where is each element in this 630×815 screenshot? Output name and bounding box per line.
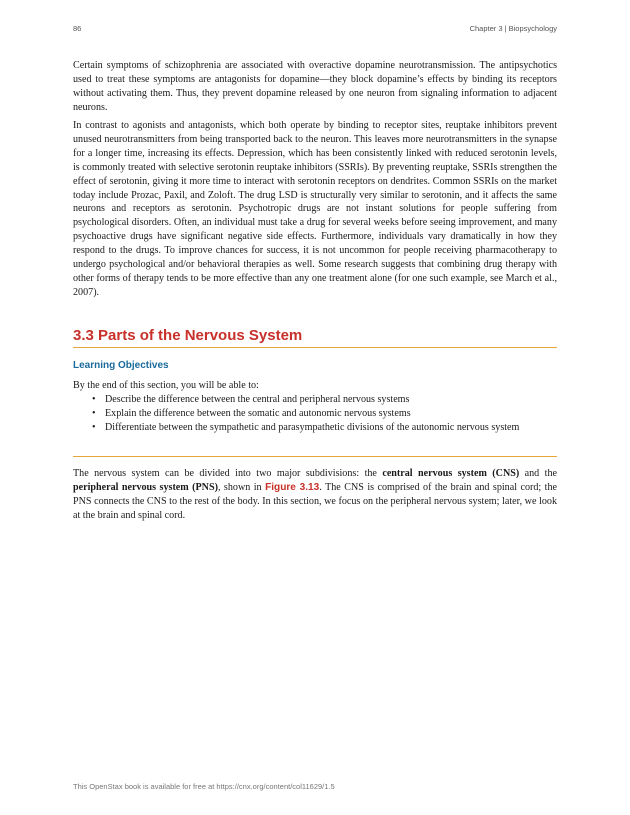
paragraph-nervous-system-divisions xyxy=(73,467,557,523)
text-run: . The CNS is comprised of the brain and spinal cord; the PNS connects the CNS to the rest of the body. In this section, we focus on the peripheral nervous system; later, we look at the brain and spinal cord. xyxy=(73,481,558,521)
text-run: , shown in xyxy=(217,481,266,493)
figure-reference-link[interactable]: Figure 3.13 xyxy=(265,481,320,493)
learning-objectives-intro: By the end of this section, you will be able to: xyxy=(73,380,259,391)
objective-text: Explain the difference between the somatic and autonomic nervous systems xyxy=(105,407,411,419)
list-item xyxy=(90,393,520,407)
list-item xyxy=(90,421,520,435)
paragraph-reuptake-inhibitors xyxy=(73,119,557,300)
section-title: 3.3 Parts of the Nervous System xyxy=(73,327,303,344)
list-item xyxy=(90,407,520,421)
text-run: The nervous system can be divided into two major subdivisions: the xyxy=(73,468,383,479)
key-term-pns: peripheral nervous system (PNS) xyxy=(73,481,218,493)
bullet: • xyxy=(92,421,96,433)
objective-text: Describe the difference between the central and peripheral nervous systems xyxy=(105,394,410,405)
chapter-title: Chapter 3 | Biopsychology xyxy=(469,24,557,33)
paragraph-text: In contrast to agonists and antagonists, which both operate by binding to receptor sites, reuptake inhibitors prevent unused neurotransmitters from being transported back to the neuron. This leaves more neurotransmitters in the synapse for a longer time, increasing its effects. Depression, which has been consistently linked with reduced serotonin levels, is commonly treated with selective serotonin reuptake inhibitors (SSRIs). By preventing reuptake, SSRIs strengthen the effect of serotonin, giving it more time to interact with serotonin receptors on dendrites. Common SSRIs on the market today include Prozac, Paxil, and Zoloft. The drug LSD is structurally very similar to serotonin, and it affects the same neurons and receptors as serotonin. Psychotropic drugs are not instant solutions for people suffering from psychological disorders. Often, an individual must take a drug for several weeks before seeing improvement, and many psychoactive drugs have significant negative side effects. Furthermore, individuals vary dramatically in how they respond to the drugs. To improve chances for success, it is not uncommon for people receiving pharmacotherapy to undergo psychological and/or behavioral therapies as well. Some research suggests that combining drug therapy with other forms of therapy tends to be more effective than any one treatment alone (for one such example, see March et al., 2007). xyxy=(73,120,557,298)
bullet: • xyxy=(92,407,96,419)
objective-text: Differentiate between the sympathetic and parasympathetic divisions of the autonomic nervous system xyxy=(105,421,520,433)
page-number: 86 xyxy=(73,24,82,33)
page-footer: This OpenStax book is available for free at https://cnx.org/content/col11629/1.5 xyxy=(73,782,335,791)
learning-objectives-title: Learning Objectives xyxy=(73,360,169,371)
key-term-cns: central nervous system (CNS) xyxy=(382,468,520,479)
paragraph-text: Certain symptoms of schizophrenia are associated with overactive dopamine neurotransmission. The antipsychotics used to treat these symptoms are antagonists for dopamine—they block dopamine’s effects by binding its receptors without activating them. Thus, they prevent dopamine released by one neuron from signaling information to adjacent neurons. xyxy=(73,60,557,113)
running-header xyxy=(73,24,557,38)
objectives-divider xyxy=(73,456,557,457)
paragraph-antipsychotics xyxy=(73,59,557,115)
bullet: • xyxy=(92,394,96,405)
learning-objectives-list xyxy=(90,393,520,435)
section-divider xyxy=(73,347,557,348)
text-run: and the xyxy=(519,468,558,479)
